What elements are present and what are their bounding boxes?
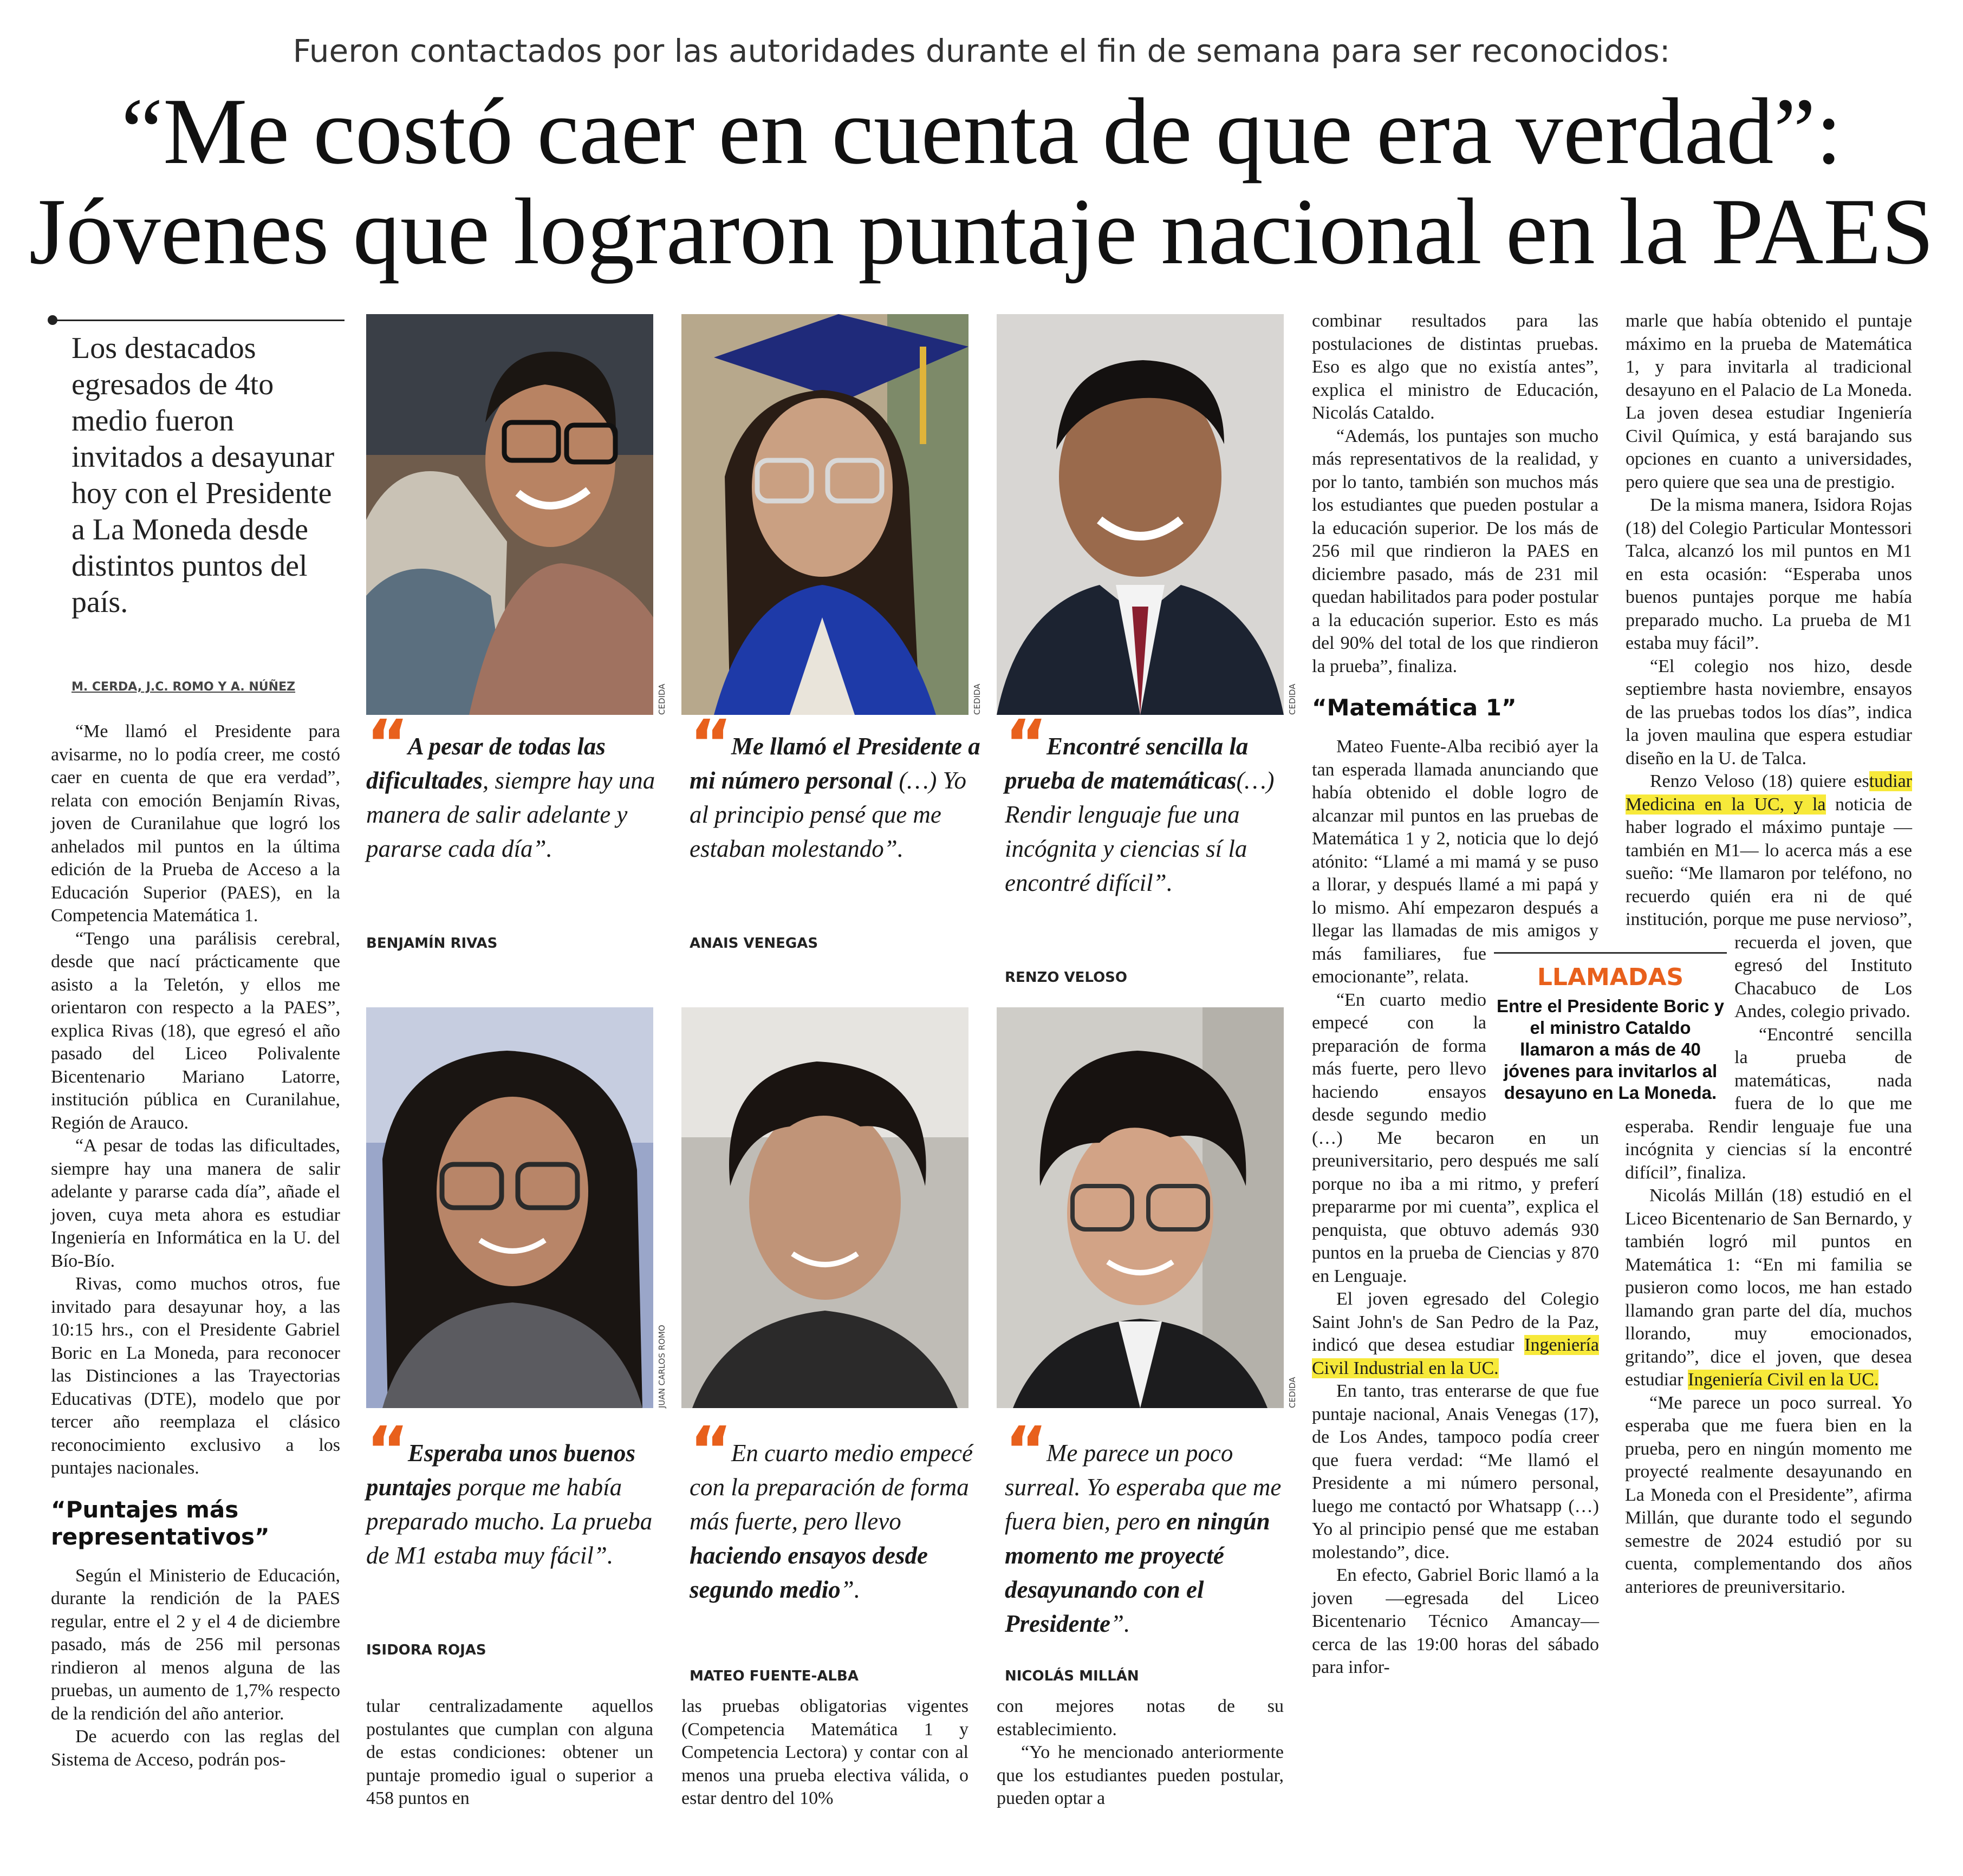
paragraph: De la misma manera, Isidora Rojas (18) del Colegio Particular Montessori Talca, alcanzó los mil puntos en M1 en esta ocasión: “Esperaba unos buenos puntajes porque me había preparado mucho. La prueba de M1 estaba muy fácil”. xyxy=(1626,495,1912,653)
paragraph: Rivas, como muchos otros, fue invitado para desayunar hoy, a las 10:15 hrs., con el Presidente Gabriel Boric en La Moneda, para reconocer las Distinciones a las Trayectorias Educativas (DTE), modelo que por tercer año reemplaza el clásico reconocimiento exclusivo a los puntajes nacionales. xyxy=(51,1274,340,1478)
pull-quote-renzo-veloso: “ Encontré sencilla la prueba de matemáticas(…) Rendir lenguaje fue una incógnita y ciencias sí la encontré difícil”. xyxy=(1005,707,1275,896)
quote-mark-icon: “ xyxy=(690,707,728,782)
paragraph: Mateo Fuente-Alba recibió ayer la tan esperada llamada anunciando que había obtenido el doble logro de alcanzar mil puntos en las pruebas de Matemática 1 y 2, noticia que lo dejó atónito: “Llamé a mi mamá y se puso a llorar, y después llamé a mi papá y lo mismo. Ahí empezaron después a llegar las llamadas de mis amigos y más familiares, fue emocionante”, relata. xyxy=(1312,737,1598,987)
pull-quote-isidora-rojas: “ Esperaba unos buenos puntajes porque me había preparado mucho. La prueba de M1 estaba muy fácil”. xyxy=(366,1413,653,1569)
paragraph: combinar resultados para las postulaciones de distintas pruebas. Eso es algo que no existía antes”, explica el ministro de Educación, Nicolás Cataldo. xyxy=(1312,311,1598,423)
photo-isidora-rojas xyxy=(366,1007,653,1408)
callout-title: LLAMADAS xyxy=(1537,963,1684,991)
kicker: Fueron contactados por las autoridades durante el fin de semana para ser reconocidos: xyxy=(292,32,1670,69)
photo-credit: CEDIDA xyxy=(972,683,982,715)
caption-name: MATEO FUENTE-ALBA xyxy=(690,1668,859,1684)
subhead: “Matemática 1” xyxy=(1312,694,1517,721)
paragraph: De acuerdo con las reglas del Sistema de Acceso, podrán pos- xyxy=(51,1727,340,1770)
callout-body: Entre el Presidente Boric y el ministro Cataldo llamaron a más de 40 jóvenes para invitarlos al desayuno en La Moneda. xyxy=(1497,996,1724,1103)
highlight: Ingeniería Civil Industrial en la UC. xyxy=(1312,1335,1599,1378)
paragraph: “Encontré sencilla la prueba de matemáticas, nada fuera de lo que me esperaba. Rendir lenguaje fue una incógnita y ciencias sí la encontré difícil”, finaliza. xyxy=(1625,1024,1912,1183)
photo-mateo-fuente-alba xyxy=(681,1007,968,1408)
quote-mark-icon: “ xyxy=(1005,1413,1043,1489)
callout-box xyxy=(1494,952,1727,1104)
caption-name: ANAIS VENEGAS xyxy=(690,935,818,952)
paragraph: las pruebas obligatorias vigentes (Competencia Matemática 1 y Competencia Lectora) y contar con al menos una prueba electiva válida, o estar dentro del 10% xyxy=(681,1696,968,1808)
quote-mark-icon: “ xyxy=(366,1413,405,1489)
callout-spacer-pad xyxy=(1598,310,1599,949)
paragraph: “Me parece un poco surreal. Yo esperaba que me fuera bien en la prueba, pero en ningún momento me proyecté realmente desayunando en La Moneda con el Presidente”, afirma Millán, que durante todo el segundo semestre de 2024 estudió por su cuenta, complementando dos años anteriores de preuniversitario. xyxy=(1625,1392,1912,1597)
paragraph: “En cuarto medio empecé con la preparación de forma más fuerte, pero llevo haciendo ensayos desde segundo medio (…) Me becaron en un preuniversitario, pero después me salí porque no iba a mi ritmo, y preferí prepararme por mi cuenta”, explica el penquista, que obtuvo además 930 puntos en la prueba de Ciencias y 870 en Lenguaje. xyxy=(1312,989,1599,1286)
photo-nicolas-millan xyxy=(997,1007,1284,1408)
paragraph: “Me llamó el Presidente para avisarme, no lo podía creer, me costó caer en cuenta de que era verdad”, relata con emoción Benjamín Rivas, joven de Curanilahue que logró los anhelados mil puntos en la última edición de la Prueba de Acceso a la Educación Superior (PAES), en la Competencia Matemática 1. xyxy=(51,721,340,926)
deck: Los destacados egresados de 4to medio fueron invitados a desayunar hoy con el Presidente a La Moneda desde distintos puntos del país. xyxy=(72,331,335,619)
column-4-bottom xyxy=(997,1695,1284,1810)
column-1 xyxy=(51,720,340,1771)
paragraph: El joven egresado del Colegio Saint John's de San Pedro de la Paz, indicó que desea estudiar Ingeniería Civil Industrial en la UC. xyxy=(1312,1289,1599,1378)
caption-name: ISIDORA ROJAS xyxy=(366,1642,486,1658)
caption-name: BENJAMÍN RIVAS xyxy=(366,935,498,952)
pull-quote-mateo-fuente-alba: “ En cuarto medio empecé con la preparación de forma más fuerte, pero llevo haciendo ensayos desde segundo medio”. xyxy=(690,1413,973,1603)
paragraph: “Además, los puntajes son mucho más representativos de la realidad, y por lo tanto, también son muchos más los estudiantes que pueden postular a la educación superior. De los más de 256 mil que rindieron la PAES en diciembre pasado, más de 231 mil quedan habilitados para poder postular a la educación superior. Esto es más del 90% del total de los que rindieron la prueba”, finaliza. xyxy=(1312,426,1598,676)
paragraph: “El colegio nos hizo, desde septiembre hasta noviembre, ensayos de las pruebas todos los días”, indica la joven maulina que espera estudiar diseño en la U. de Talca. xyxy=(1626,656,1912,768)
photo-renzo-veloso xyxy=(997,314,1284,715)
column-2-bottom xyxy=(366,1695,653,1810)
headline-line-1: “Me costó caer en cuenta de que era verdad”: xyxy=(121,79,1842,184)
caption-name: RENZO VELOSO xyxy=(1005,969,1128,986)
paragraph: “Yo he mencionado anteriormente que los estudiantes pueden postular, pueden optar a xyxy=(997,1742,1284,1808)
quote-mark-icon: “ xyxy=(690,1413,728,1489)
pull-quote-benjamin-rivas: “ A pesar de todas las dificultades, siempre hay una manera de salir adelante y pararse cada día”. xyxy=(366,707,655,862)
pull-quote-anais-venegas: “ Me llamó el Presidente a mi número personal (…) Yo al principio pensé que me estaban molestando”. xyxy=(690,707,980,862)
photo-credit: CEDIDA xyxy=(1288,1377,1297,1408)
paragraph: marle que había obtenido el puntaje máximo en la prueba de Matemática 1, y para invitarla al tradicional desayuno en el Palacio de La Moneda. La joven desea estudiar Ingeniería Civil Química, y está barajando sus opciones en cuanto a universidades, pero quiere que sea una de prestigio. xyxy=(1626,311,1912,492)
photo-credit: CEDIDA xyxy=(1288,683,1297,715)
paragraph: con mejores notas de su establecimiento. xyxy=(997,1696,1284,1740)
photo-anais-venegas xyxy=(681,314,968,715)
subhead: “Puntajes más representativos” xyxy=(51,1496,270,1550)
paragraph: Renzo Veloso (18) quiere estudiar Medicina en la UC, y la noticia de haber logrado el máximo puntaje —también en M1— lo acerca más a ese sueño: “Me llamaron por teléfono, no recuerdo quién era ni de qué institución, porque me puse nervioso”, recuerda el joven, que egresó del Instituto Chacabuco de Los Andes, colegio privado. xyxy=(1626,771,1912,1021)
column-3-bottom xyxy=(681,1695,968,1810)
photo-credit: JUAN CARLOS ROMO xyxy=(657,1325,667,1408)
paragraph: “Tengo una parálisis cerebral, desde que nací prácticamente que asisto a la Teletón, y ellos me orientaron con respecto a la PAES”, explica Rivas (18), que egresó el año pasado del Liceo Polivalente Bicentenario Mariano Latorre, institución pública en Curanilahue, Región de Arauco. xyxy=(51,928,340,1133)
highlight: Ingeniería Civil en la UC. xyxy=(1688,1370,1879,1390)
paragraph: Según el Ministerio de Educación, durante la rendición de la PAES regular, entre el 2 y el 4 de diciembre pasado, más de 256 mil personas rindieron al menos alguna de las pruebas, un aumento de 1,7% respecto de la rendición del año anterior. xyxy=(51,1565,340,1724)
quote-mark-icon: “ xyxy=(1005,707,1043,782)
paragraph: En efecto, Gabriel Boric llamó a la joven —egresada del Liceo Bicentenario Técnico Amancay— cerca de las 19:00 horas del sábado para infor- xyxy=(1312,1565,1599,1677)
paragraph: En tanto, tras enterarse de que fue puntaje nacional, Anais Venegas (17), de Los Andes, tampoco podía creer que fuera verdad: “Me llamó el Presidente a mi número personal, luego me contactó por Whatsapp (…) Yo al principio pensé que me estaban molestando”, dice. xyxy=(1312,1381,1599,1562)
caption-name: NICOLÁS MILLÁN xyxy=(1005,1668,1139,1684)
byline: M. CERDA, J.C. ROMO Y A. NÚÑEZ xyxy=(72,680,296,694)
pull-quote-nicolas-millan: “ Me parece un poco surreal. Yo esperaba que me fuera bien, pero en ningún momento me proyecté desayunando con el Presidente”. xyxy=(1005,1413,1282,1637)
paragraph: tular centralizadamente aquellos postulantes que cumplan con alguna de estas condiciones: obtener un puntaje promedio igual o superior a 458 puntos en xyxy=(366,1696,653,1808)
highlight: tudiar Medicina en la UC, y la xyxy=(1626,771,1912,815)
photo-benjamin-rivas xyxy=(366,314,653,715)
headline-line-2: Jóvenes que lograron puntaje nacional en la PAES xyxy=(29,179,1934,284)
paragraph: “A pesar de todas las dificultades, siempre hay una manera de salir adelante y pararse cada día”, añade el joven, cuya meta ahora es estudiar Ingeniería en Informática en la U. del Bío-Bío. xyxy=(51,1136,340,1271)
paragraph: Nicolás Millán (18) estudió en el Liceo Bicentenario de San Bernardo, y también logró mil puntos en Matemática 1: “En mi familia se pusieron como locos, me han estado llamando gran parte del día, muchos llorando, muy emocionados, gritando”, dice el joven, que desea estudiar Ingeniería Civil en la UC. xyxy=(1625,1185,1912,1390)
quote-mark-icon: “ xyxy=(366,707,405,782)
photo-credit: CEDIDA xyxy=(657,683,667,715)
deck-rule xyxy=(52,320,344,321)
